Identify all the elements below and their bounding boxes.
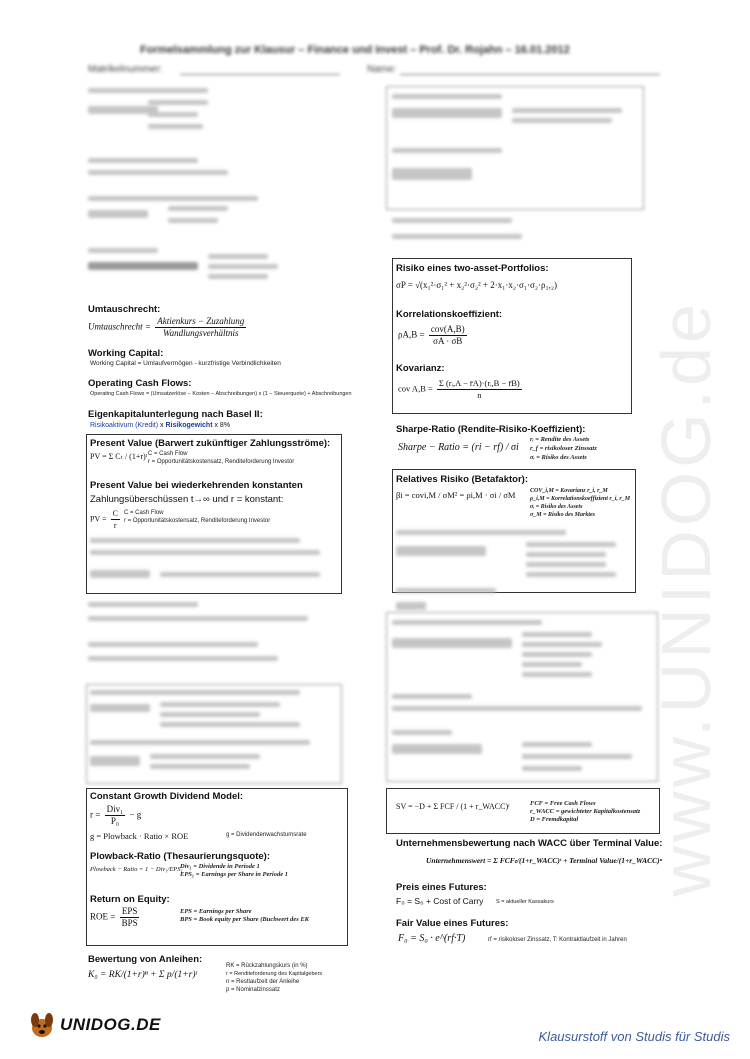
bonds-def-2: r = Renditeforderung des Kapitalgebers [226, 971, 323, 977]
roe-def-2: BPS = Book equity per Share (Buchwert des EK [180, 916, 310, 923]
futures-def: S = aktueller Kassakurs [496, 899, 554, 905]
pv-def-3: C = Cash Flow [124, 510, 164, 516]
wc-heading: Working Capital: [88, 348, 164, 359]
plowback-def-2: EPS₁ = Earnings per Share in Periode 1 [180, 871, 289, 878]
cov-formula: cov A,B = $\frac{\text{Σ (rᵢ,A − r̄A)·(rᵢ,B − r̄B)}}{n}$ [398, 378, 520, 400]
two-asset-formula: σP = √(x₁²·σ₁² + x₂²·σ₂² + 2·x₁·x₂·σ₁·σ₂·ρ₁,₂) [396, 280, 557, 290]
logo-text: UNIDOG.DE [60, 1015, 161, 1034]
umtausch-heading: Umtauschrecht: [88, 304, 161, 315]
pv-heading-2a: Present Value bei wiederkehrenden konstanten [90, 480, 303, 491]
fair-value-heading: Fair Value eines Futures: [396, 918, 509, 929]
sharpe-def-1: rᵢ = Rendite des Assets [530, 436, 590, 443]
pv-def-4: r = Opportunitätskostensatz, Renditeforderung Investor [124, 518, 271, 524]
ocf-text: Operating Cash Flows = (Umsatzerlöse − Kosten − Abschreibungen) x (1 − Steuerquote) + Abschreibungen [90, 391, 352, 397]
roe-heading: Return on Equity: [90, 894, 170, 905]
ocf-heading: Operating Cash Flows: [88, 378, 192, 389]
roe-def-1: EPS = Earnings per Share [180, 908, 252, 915]
pv-def-1: C = Cash Flow [148, 451, 188, 457]
wacc-ev-formula: SV = −D + Σ FCF / (1 + r_WACC)ᵗ [396, 802, 510, 811]
futures-formula: F₀ = S₀ + Cost of Carry [396, 896, 484, 906]
dog-icon [28, 1010, 56, 1040]
name-label: Name: [367, 64, 397, 75]
pv-heading: Present Value (Barwert zukünftiger Zahlungsströme): [90, 438, 331, 449]
beta-def-3: σᵢ = Risiko des Assets [530, 504, 583, 510]
beta-formula: βi = covi,M / σM² = ρi,M · σi / σM [396, 490, 516, 500]
basel-text: Risikoaktivum (Kredit) x Risikogewicht x 8% [90, 422, 231, 429]
sharpe-formula: Sharpe − Ratio = (ri − rf) / σi [398, 442, 519, 453]
cov-heading: Kovarianz: [396, 363, 445, 374]
pv-heading-2b: Zahlungsüberschüssen t→∞ und r = konstant: [90, 494, 284, 505]
sharpe-def-3: σᵢ = Risiko des Assets [530, 454, 587, 461]
blurred-box-left-content [90, 688, 330, 778]
pv-formula-2: PV = $\frac{C}{r}$ [90, 509, 118, 530]
futures-heading: Preis eines Futures: [396, 882, 487, 893]
wc-text: Working Capital = Umlaufvermögen - kurzfristige Verbindlichkeiten [90, 360, 281, 367]
wacc-ev-def-3: D = Fremdkapital [530, 816, 579, 823]
blurred-right-top [392, 92, 636, 252]
page-title: Formelsammlung zur Klausur – Finance und Invest – Prof. Dr. Rojahn – 16.01.2012 [140, 44, 570, 56]
dcf-heading: Unternehmensbewertung nach WACC über Terminal Value: [396, 838, 663, 849]
sharpe-def-2: r_f = risikoloser Zinssatz [530, 445, 597, 452]
cgdm-def: g = Dividendenwachstumsrate [226, 832, 307, 838]
cgdm-heading: Constant Growth Dividend Model: [90, 791, 244, 802]
cgdm-formula-1: r = $\frac{\text{Div₁}}{\text{P₀}}$ − g [90, 804, 142, 826]
roe-formula: ROE = $\frac{\text{EPS}}{\text{BPS}}$ [90, 906, 138, 928]
bonds-def-1: RK = Rückzahlungskurs (in %) [226, 963, 308, 969]
unidog-logo [28, 1010, 161, 1040]
beta-def-2: ρ_i,M = Korrelationskoeffizient r_i, r_M [530, 496, 631, 502]
blurred-right-wacc [392, 618, 652, 778]
basel-heading: Eigenkapitalunterlegung nach Basel II: [88, 409, 263, 420]
blurred-pv-extra [90, 536, 330, 586]
pv-def-2: r = Opportunitätskostensatz, Renditeforderung Investor [148, 459, 295, 465]
umtausch-formula: Umtauschrecht = $\frac{\text{Aktienkurs − Zuzahlung}}{\text{Wandlungsverhältnis}}$ [88, 316, 245, 338]
bonds-formula: K₀ = RK/(1+r)ⁿ + Σ p/(1+r)ᵗ [88, 970, 198, 980]
sharpe-heading: Sharpe-Ratio (Rendite-Risiko-Koeffizient): [396, 424, 586, 435]
cgdm-formula-2: g = Plowback · Ratio × ROE [90, 831, 189, 841]
dcf-formula: Unternehmenswert = Σ FCFₜ/(1+r_WACC)ᵗ + Terminal Value/(1+r_WACC)ⁿ [426, 856, 663, 865]
beta-def-4: σ_M = Risiko des Marktes [530, 512, 595, 518]
bonds-def-4: p = Nominalzinssatz [226, 987, 280, 993]
bonds-heading: Bewertung von Anleihen: [88, 954, 203, 965]
bonds-def-3: n = Restlaufzeit der Anleihe [226, 979, 300, 985]
pv-formula: PV = Σ Cₜ / (1+r)ᵗ [90, 452, 148, 461]
beta-def-1: COV_i,M = Kovarianz r_i, r_M [530, 488, 608, 494]
fair-value-formula: F₀ = S₀ · e^(rf·T) [398, 933, 466, 944]
plowback-def-1: Div₁ = Dividende in Periode 1 [180, 863, 260, 870]
plowback-formula: Plowback − Ratio = 1 − Div₁/EPS₁ [90, 866, 183, 873]
plowback-heading: Plowback-Ratio (Thesaurierungsquote): [90, 851, 270, 862]
fair-value-def: rf = risikoloser Zinssatz, T: Kontraktlaufzeit in Jahren [488, 937, 627, 943]
wacc-ev-def-1: FCF = Free Cash Flows [530, 800, 596, 807]
matrikel-label: Matrikelnummer: [88, 64, 163, 75]
corr-heading: Korrelationskoeffizient: [396, 309, 503, 320]
blurred-left-top [88, 88, 328, 298]
beta-heading: Relatives Risiko (Betafaktor): [396, 474, 528, 485]
watermark: www.UNIDOG.de [647, 300, 725, 897]
two-asset-heading: Risiko eines two-asset-Portfolios: [396, 263, 549, 274]
wacc-ev-def-2: r_WACC = gewichteter Kapitalkostensatz [530, 808, 641, 815]
footer-tagline: Klausurstoff von Studis für Studis [538, 1029, 730, 1044]
corr-formula: ρA,B = $\frac{\text{cov(A,B)}}{\sigma A \cdot \sigma B}$ [398, 324, 465, 346]
